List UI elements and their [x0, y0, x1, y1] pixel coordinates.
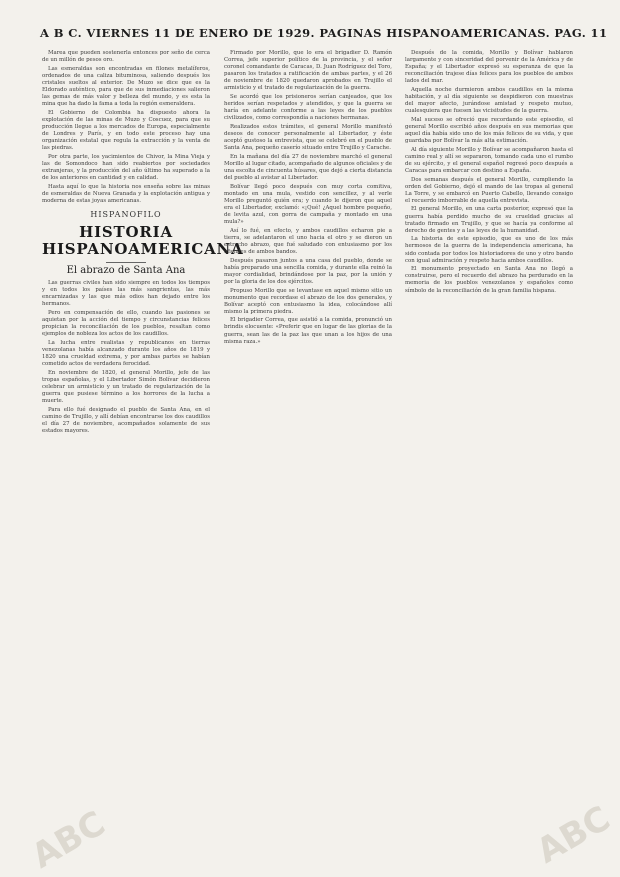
paragraph: El brigadier Correa, que asistió a la comida, pronunció un brindis elocuente: «Preferir que en lugar de las glorias de la guerra, sean las de la paz las que unan a los hijos de una misma raza.» — [224, 317, 392, 345]
divider — [106, 262, 146, 263]
paragraph: Las esmeraldas son encontradas en filones metalíferos, ordenados de una caliza bituminosa, saliendo después los cristales sueltos al exterior. De Muzo se dice que es la Eldorado auténtico, para que de sus inmediaciones salieron las gemas de más valor y belleza del mundo, y es esta la mina que ha dado la fama a toda la región esmeraldera. — [42, 65, 210, 108]
column-1 — [42, 50, 244, 845]
article-subhead: El abrazo de Santa Ana — [66, 265, 186, 277]
paragraph: El general Morillo, en una carta posterior, expresó que la guerra había perdido mucho de su crueldad gracias al tratado firmado en Trujillo, y que se hacía ya conforme al derecho de gentes y a las leyes de la humanidad. — [405, 206, 573, 234]
paragraph: Realizados estos trámites, el general Morillo manifestó deseos de conocer personalmente al Libertador, y éste aceptó gustoso la entrevista, que se celebró en el pueblo de Santa Ana, pequeño caserío situado entre Trujillo y Carache. — [224, 123, 392, 152]
paragraph: Después de la comida, Morillo y Bolívar hablaron largamente y con sinceridad del porvenir de la América y de España; y el Libertador expresó su esperanza de que la reconciliación trajese días felices para los pueblos de ambos lados del mar. — [405, 50, 573, 85]
paragraph: Propuso Morillo que se levantase en aquel mismo sitio un monumento que recordase el abrazo de los dos generales, y Bolívar aceptó con entusiasmo la idea, colocándose allí mismo la primera piedra. — [224, 287, 392, 315]
paragraph: Firmado por Morillo, que lo era el brigadier D. Ramón Correa, jefe superior político de la provincia, y el señor coronel comandante de Caracas, D. Juan Rodríguez del Toro, pasaron los tratados a ratificación de ambas partes, y el 26 de noviembre de 1820 quedaron aprobados en Trujillo el armisticio y el tratado de regularización de la guerra. — [224, 50, 392, 92]
paragraph: La historia de este episodio, que es uno de los más hermosos de la guerra de la independencia americana, ha sido contada por todos los historiadores de uno y otro bando con igual admiración y respeto hacia ambos caudillos. — [405, 236, 573, 264]
paragraph: Al día siguiente Morillo y Bolívar se acompañaron hasta el camino real y allí se separaron, tomando cada uno el rumbo de su ejército, y el general español regresó poco después a Caracas para embarcar con destino a España. — [405, 146, 573, 174]
paragraph: Pero en compensación de ello, cuando las pasiones se aquietan por la acción del tiempo y circunstancias felices propician la reconciliación de los pueblos, resaltan como ejemplos de nobleza los actos de los caudillos. — [42, 310, 210, 338]
paragraph: Por otra parte, los yacimientos de Chivor, la Mina Vieja y las de Somondoco han sido reabiertos por sociedades extranjeras, y la producción del año último ha superado a la de los anteriores en cantidad y en calidad. — [42, 153, 210, 182]
paragraph: La lucha entre realistas y republicanos en tierras venezolanas había alcanzado durante los años de 1819 y 1820 una crueldad extrema, y por ambas partes se habían cometido actos de verdadera ferocidad. — [42, 339, 210, 368]
abc-watermark: ABC — [530, 798, 618, 872]
paragraph: El monumento proyectado en Santa Ana no llegó a construirse, pero el recuerdo del abrazo ha perdurado en la memoria de los pueblos venezolanos y españoles como símbolo de la reconciliación de la gran familia hispana. — [405, 266, 573, 294]
paragraph: Dos semanas después el general Morillo, cumpliendo la orden del Gobierno, dejó el mando de las tropas al general La Torre, y se embarcó en Puerto Cabello, llevando consigo el recuerdo imborrable de aquella entrevista. — [405, 176, 573, 204]
paragraph: En la mañana del día 27 de noviembre marchó el general Morillo al lugar citado, acompañado de algunos oficiales y de una escolta de cincuenta húsares, que dejó a cierta distancia del pueblo al avistar al Libertador. — [224, 153, 392, 182]
paragraph: Las guerras civiles han sido siempre en todos los tiempos y en todos los países las más sangrientas, las más encarnizadas y las que más odios han dejado entre los hermanos. — [42, 280, 210, 308]
paragraph: Aquella noche durmieron ambos caudillos en la misma habitación, y al día siguiente se despidieron con muestras del mayor afecto, jurándose amistad y respeto mutuo, cualesquiera que fuesen las vicisitudes de la guerra. — [405, 86, 573, 115]
paragraph: Se acordó que los prisioneros serían canjeados, que los heridos serían respetados y atendidos, y que la guerra se haría en adelante conforme a las leyes de los pueblos civilizados, como correspondía a naciones hermanas. — [224, 94, 392, 122]
paragraph: El Gobierno de Colombia ha dispuesto ahora la explotación de las minas de Muzo y Coscuez, para que su producción llegue a los mercados de Europa, especialmente de Londres y París, y en todo este proceso hay una organización estatal que regula la extracción y la venta de las piedras. — [42, 109, 210, 152]
paragraph: Mal suceso se ofreció que recordando este episodio, el general Morillo escribió años después en sus memorias que aquel día había sido uno de los más felices de su vida, y que guardaba por Bolívar la más alta estimación. — [405, 116, 573, 145]
column-3 — [405, 50, 573, 845]
paragraph: Así lo fué, en efecto, y ambos caudillos echaron pie a tierra, se adelantaron el uno hacia el otro y se dieron un estrecho abrazo, que fué saludado con entusiasmo por los oficiales de ambos bandos. — [224, 227, 392, 256]
column-2 — [224, 50, 392, 845]
section-label: HISPANOFILO — [90, 209, 162, 219]
paragraph: Después pasaron juntos a una casa del pueblo, donde se había preparado una sencilla comida, y durante ella reinó la mayor cordialidad, brindándose por la paz, por la unión y por la gloria de los dos ejércitos. — [224, 257, 392, 285]
paragraph: En noviembre de 1820, el general Morillo, jefe de las tropas españolas, y el Libertador Simón Bolívar decidieron celebrar un armisticio y un tratado de regularización de la guerra que pusiese término a los horrores de la lucha a muerte. — [42, 369, 210, 405]
paragraph: Marea que pueden sostenerla entonces por seño de cerca de un millón de pesos oro. — [42, 50, 210, 64]
abc-watermark: ABC — [25, 803, 113, 877]
page-header: A B C. VIERNES 11 DE ENERO DE 1929. PAGINAS HISPANOAMERICANAS. PAG. 11 — [40, 26, 608, 40]
article-headline: HISTORIA HISPANOAMERICANA — [42, 223, 244, 259]
paragraph: Para ello fué designado el pueblo de Santa Ana, en el camino de Trujillo, y allí debían encontrarse los dos caudillos el día 27 de noviembre, acompañados solamente de sus estados mayores. — [42, 406, 210, 435]
paragraph: Bolívar llegó poco después con muy corta comitiva, montado en una mula, vestido con sencillez, y al verle Morillo preguntó quién era; y cuando le dijeron que aquel era el Libertador, exclamó: «¡Qué! ¿Aquel hombre pequeño, de levita azul, con gorra de campaña y montado en una mula?» — [224, 183, 392, 226]
paragraph: Hasta aquí lo que la historia nos enseña sobre las minas de esmeraldas de Nueva Granada y la explotación antigua y moderna de estas joyas americanas. — [42, 183, 210, 204]
